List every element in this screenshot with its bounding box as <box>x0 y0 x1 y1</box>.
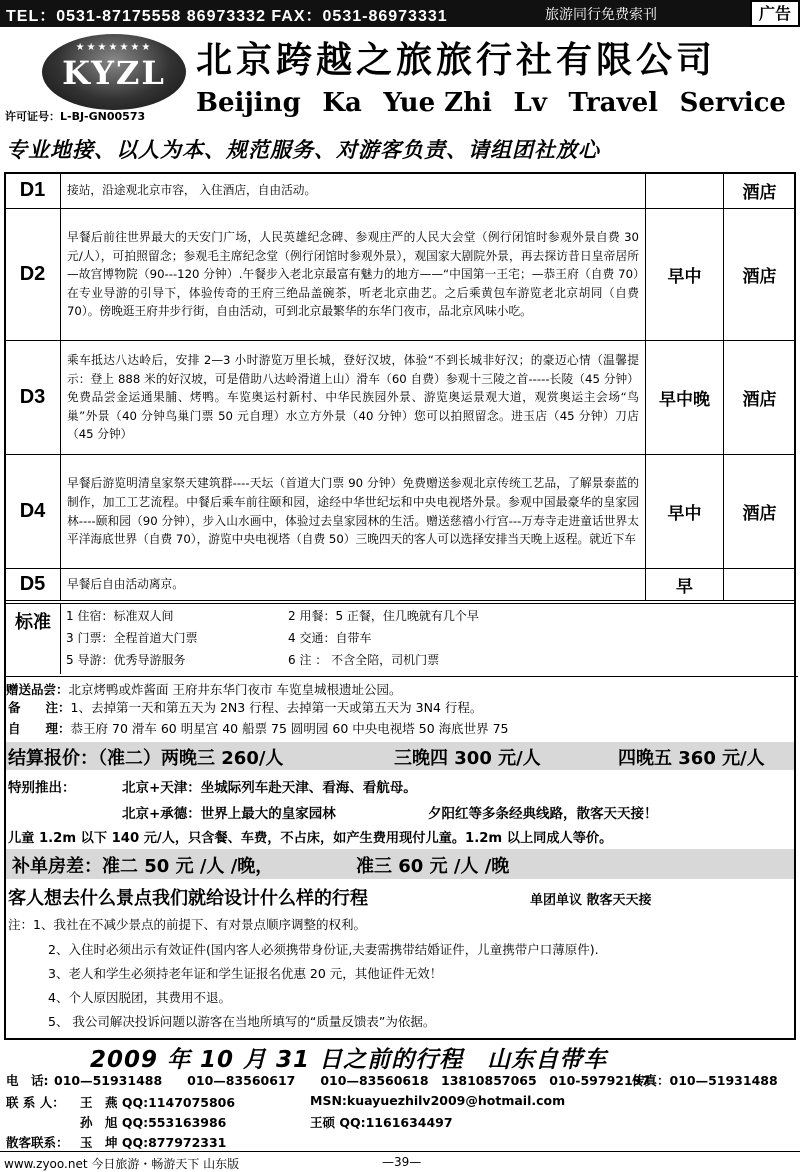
supplement-double: 补单房差：准二 50 元 /人 /晚， <box>12 856 274 877</box>
en-word: Ka <box>322 88 362 118</box>
day-desc: 早餐后自由活动离京。 <box>61 569 646 601</box>
price-3n4: 三晚四 300 元/人 <box>394 748 541 769</box>
day-hotel <box>724 569 796 601</box>
fax-number: 传真：010—51931488 <box>632 1073 778 1088</box>
contact-1: 王 燕 QQ:1147075806 <box>80 1095 236 1110</box>
standard-item: 3 门票：全程首道大门票 <box>66 631 198 645</box>
msn: MSN:kuayuezhilv2009@hotmail.com <box>310 1093 566 1108</box>
table-row <box>5 569 796 601</box>
standard-label: 标准 <box>15 612 51 633</box>
en-word: Service <box>679 88 786 118</box>
remark-text: 1、去掉第一天和第五天为 2N3 行程、去掉第一天或第五天为 3N4 行程。 <box>70 700 483 715</box>
footer <box>0 1151 800 1171</box>
contact-label: 联 系 人： <box>6 1095 65 1110</box>
day-hotel: 酒店 <box>724 209 796 341</box>
company-logo <box>42 34 186 110</box>
custom-headline: 客人想去什么景点我们就给设计什么样的行程 <box>8 888 368 909</box>
note-item: 5、 我公司解决投诉问题以游客在当地所填写的“质量反馈表”为依据。 <box>48 1014 436 1029</box>
table-row <box>5 341 796 455</box>
en-word: Lv <box>513 88 547 118</box>
contact-2: 孙 旭 QQ:553163986 <box>80 1115 227 1130</box>
table-row <box>5 209 796 341</box>
day-meals: 早中 <box>646 455 724 569</box>
custom-sub: 单团单议 散客天天接 <box>530 893 652 908</box>
price-4n5: 四晚五 360 元/人 <box>618 748 765 769</box>
day-meals: 早中 <box>646 209 724 341</box>
gift-line <box>6 676 798 698</box>
remark-label: 备 注： <box>8 700 71 715</box>
price-bar <box>6 742 794 770</box>
special-line-2b: 夕阳红等多条经典线路，散客天天接！ <box>428 806 658 822</box>
divider <box>60 604 61 674</box>
standard-item: 5 导游：优秀导游服务 <box>66 653 186 667</box>
slogan: 专业地接、以人为本、规范服务、对游客负责、请组团社放心 <box>6 138 600 162</box>
page-number: —39— <box>382 1155 422 1169</box>
footer-site: www.zyoo.net 今日旅游・畅游天下 山东版 <box>4 1157 240 1171</box>
child-policy: 儿童 1.2m 以下 140 元/人，只含餐、车费，不占床，如产生费用现付儿童。1.2m 以上同成人等价。 <box>8 831 613 846</box>
en-word: Yue Zhi <box>383 88 492 118</box>
gift-text: 北京烤鸭或炸酱面 王府井东华门夜市 车览皇城根遗址公园。 <box>68 682 402 697</box>
remark-line <box>8 698 482 716</box>
standard-item: 1 住宿：标准双人间 <box>66 609 174 623</box>
special-line-2a: 北京+承德：世界上最大的皇家园林 <box>122 806 336 822</box>
day-desc: 乘车抵达八达岭后，安排 2—3 小时游览万里长城，登好汉坡，体验“不到长城非好汉；的豪迈心情（温馨提示：登上 888 米的好汉坡，可是借助八达岭滑道上山）滑车（60 自费）参观十三陵之首-----长陵（45 分钟）免费品尝金运通果脯、烤鸭。车览奥运村新村、中华民族园外景、游览奥运景观大道，观赏奥运主会场“鸟巢”外景（40 分钟鸟巢门票 50 元自理）水立方外景（40 分钟）您可以拍照留念。进玉店（45 分钟）刀店（45 分钟） <box>61 341 646 455</box>
contact-4: 玉 坤 QQ:877972331 <box>80 1135 227 1150</box>
en-word: Beijing <box>196 88 301 118</box>
top-contact: TEL：0531-87175558 86973332 FAX：0531-86973331 <box>6 8 448 25</box>
supplement-triple: 准三 60 元 /人 /晚 <box>356 856 510 877</box>
logo-text: KYZL <box>62 54 166 92</box>
final-title: 2009 年 10 月 31 日之前的行程 山东自带车 <box>90 1047 608 1073</box>
special-line-1: 北京+天津：坐城际列车赴天津、看海、看航母。 <box>122 780 417 796</box>
day-hotel: 酒店 <box>724 173 796 209</box>
gift-label: 赠送品尝： <box>6 682 69 697</box>
day-code: D4 <box>5 455 61 569</box>
note-item: 4、个人原因脱团，其费用不退。 <box>48 990 231 1005</box>
company-name-en <box>196 88 786 118</box>
day-meals: 早中晚 <box>646 341 724 455</box>
day-hotel: 酒店 <box>724 341 796 455</box>
top-tagline: 旅游同行免费索刊 <box>545 7 657 23</box>
standard-section <box>4 603 796 673</box>
note-item: 2、入住时必须出示有效证件(国内客人必须携带身份证,夫妻需携带结婚证件，儿童携带户口薄原件). <box>48 942 599 957</box>
day-meals: 早 <box>646 569 724 601</box>
phone-numbers: 010—51931488 010—83560617 010—83560618 13810857065 010-59792197 <box>54 1073 651 1088</box>
table-row <box>5 173 796 209</box>
en-word: Travel <box>568 88 659 118</box>
day-desc: 早餐后前往世界最大的天安门广场，人民英雄纪念碑、参观庄严的人民大会堂（例行闭馆时参观外景自费 30 元/人），可拍照留念；参观毛主席纪念堂（例行闭馆时参观外景），观国家大剧院外景，再去探访昔日皇帝居所—故宫博物院（90---120 分钟）.午餐步入老北京最富有魅力的地方——“中国第一王宅；—恭王府（自费 70）在专业导游的引导下，体验传奇的王府三绝品盖碗茶，听老北京曲艺。之后乘黄包车游览老北京胡同（自费 70）。傍晚逛王府井步行街，自由活动，可到北京最繁华的东华门夜市，品北京风味小吃。 <box>61 209 646 341</box>
logo-stars: ★★★★★★★ <box>75 42 153 53</box>
table-row <box>5 455 796 569</box>
day-meals <box>646 173 724 209</box>
day-code: D2 <box>5 209 61 341</box>
day-hotel: 酒店 <box>724 455 796 569</box>
phone-label: 电 话: <box>6 1073 49 1088</box>
note-item: 3、老人和学生必须持老年证和学生证报名优惠 20 元，其他证件无效！ <box>48 966 443 981</box>
note-item: 注：1、我社在不减少景点的前提下、有对景点顺序调整的权利。 <box>8 917 366 932</box>
day-desc: 接站，沿途观北京市容， 入住酒店，自由活动。 <box>61 173 646 209</box>
price-main: 结算报价：（准二）两晚三 260/人 <box>8 748 284 769</box>
special-label: 特别推出： <box>8 780 76 796</box>
supplement-bar <box>6 849 794 879</box>
day-code: D1 <box>5 173 61 209</box>
day-code: D3 <box>5 341 61 455</box>
scatter-label: 散客联系： <box>6 1135 69 1150</box>
standard-item: 4 交通：自带车 <box>288 631 372 645</box>
selfpay-line <box>8 719 509 737</box>
standard-item: 6 注 ： 不含全陪，司机门票 <box>288 653 440 667</box>
contact-3: 王硕 QQ:1161634497 <box>310 1115 453 1130</box>
license-number: 许可证号：L-BJ-GN00573 <box>5 110 146 123</box>
standard-item: 2 用餐：5 正餐，住几晚就有几个早 <box>288 609 479 623</box>
itinerary-table <box>4 172 796 601</box>
top-bar <box>0 0 800 27</box>
ad-badge: 广告 <box>750 0 800 27</box>
selfpay-text: 恭王府 70 滑车 60 明星宫 40 船票 75 圆明园 60 中央电视塔 50 海底世界 75 <box>70 721 509 736</box>
day-desc: 早餐后游览明清皇家祭天建筑群----天坛（首道大门票 90 分钟）免费赠送参观北京传统工艺品，了解景泰蓝的制作，加工工艺流程。中餐后乘车前往颐和园，途经中华世纪坛和中央电视塔外景。参观中国最豪华的皇家园林----颐和园（90 分钟），步入山水画中，体验过去皇家园林的生活。赠送慈禧小行宫---万寿寺走进童话世界太平洋海底世界（自费 70），游览中央电视塔（自费 50）三晚四天的客人可以选择安排当天晚上返程。就近下车 <box>61 455 646 569</box>
day-code: D5 <box>5 569 61 601</box>
company-name-cn: 北京跨越之旅旅行社有限公司 <box>196 40 717 81</box>
selfpay-label: 自 理： <box>8 721 71 736</box>
